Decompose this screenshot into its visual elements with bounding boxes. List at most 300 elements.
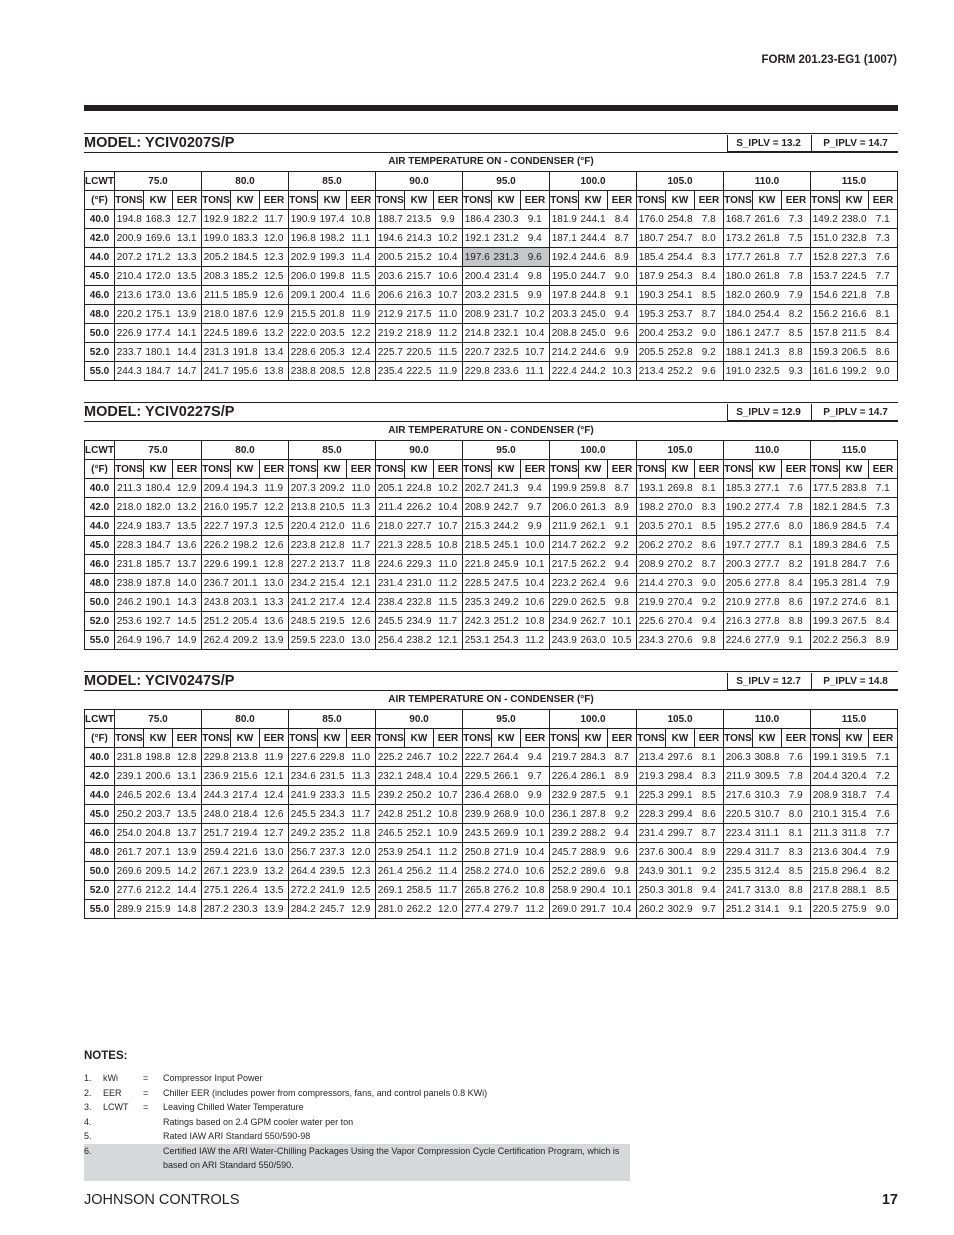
note-term: LCWT: [103, 1102, 129, 1112]
table-cell: 10.5: [608, 631, 637, 650]
p-iplv: P_IPLV = 14.8: [811, 673, 899, 690]
table-cell: 12.8: [347, 362, 376, 381]
table-cell: 185.4: [637, 248, 666, 267]
table-row: [85, 900, 898, 919]
table-cell: 229.6: [202, 555, 231, 574]
lcwt-value: 44.0: [85, 248, 115, 267]
lcwt-value: 42.0: [85, 229, 115, 248]
performance-table: [84, 709, 898, 919]
table-cell: 11.7: [434, 881, 463, 900]
table-cell: 8.7: [608, 479, 637, 498]
table-cell: 12.0: [347, 843, 376, 862]
lcwt-value: 50.0: [85, 593, 115, 612]
air-temp-header: 75.0: [115, 710, 202, 729]
table-cell: 10.7: [434, 286, 463, 305]
column-header: TONS: [289, 729, 318, 748]
table-cell: 7.8: [869, 286, 898, 305]
notes: [84, 1050, 630, 1181]
table-cell: 9.9: [521, 786, 550, 805]
table-cell: 12.5: [260, 517, 289, 536]
table-cell: 8.3: [782, 843, 811, 862]
unit-header-row: [85, 191, 898, 210]
table-cell: 234.3: [637, 631, 666, 650]
column-header: EER: [347, 460, 376, 479]
table-cell: 274.0: [492, 862, 521, 881]
column-header: TONS: [724, 729, 753, 748]
table-cell: 10.2: [434, 479, 463, 498]
table-cell: 13.5: [173, 267, 202, 286]
table-cell: 14.0: [173, 574, 202, 593]
column-header: TONS: [550, 729, 579, 748]
air-temp-header: 85.0: [289, 172, 376, 191]
air-temp-header: 110.0: [724, 172, 811, 191]
table-cell: 207.2: [115, 248, 144, 267]
table-cell: 254.7: [666, 229, 695, 248]
table-cell: 203.7: [144, 805, 173, 824]
table-cell: 189.6: [231, 324, 260, 343]
lcwt-unit: (°F): [85, 191, 115, 210]
table-cell: 314.1: [753, 900, 782, 919]
table-cell: 204.8: [144, 824, 173, 843]
table-cell: 12.9: [347, 900, 376, 919]
table-cell: 195.3: [811, 574, 840, 593]
table-cell: 226.4: [231, 881, 260, 900]
table-cell: 9.4: [521, 748, 550, 767]
table-cell: 261.8: [753, 229, 782, 248]
table-cell: 251.7: [202, 824, 231, 843]
note-description: Ratings based on 2.4 GPM cooler water per ton: [163, 1116, 354, 1127]
table-cell: 183.7: [144, 517, 173, 536]
table-cell: 192.7: [144, 612, 173, 631]
table-cell: 284.6: [840, 536, 869, 555]
table-cell: 206.0: [289, 267, 318, 286]
table-cell: 151.0: [811, 229, 840, 248]
table-cell: 186.1: [724, 324, 753, 343]
table-cell: 219.9: [637, 593, 666, 612]
table-cell: 8.6: [869, 343, 898, 362]
table-cell: 8.1: [782, 536, 811, 555]
table-cell: 275.9: [840, 900, 869, 919]
table-cell: 13.9: [260, 900, 289, 919]
column-header: TONS: [724, 191, 753, 210]
table-cell: 9.0: [869, 900, 898, 919]
column-header: TONS: [376, 729, 405, 748]
table-cell: 277.4: [463, 900, 492, 919]
table-cell: 7.8: [695, 210, 724, 229]
temp-header-row: [85, 441, 898, 460]
table-cell: 8.0: [695, 229, 724, 248]
table-cell: 236.7: [202, 574, 231, 593]
table-cell: 13.6: [260, 612, 289, 631]
table-row: [85, 267, 898, 286]
table-cell: 177.4: [144, 324, 173, 343]
note-item: [84, 1071, 630, 1086]
table-cell: 235.2: [318, 824, 347, 843]
table-cell: 253.9: [376, 843, 405, 862]
air-temp-header: 85.0: [289, 710, 376, 729]
table-row: [85, 881, 898, 900]
table-cell: 235.3: [463, 593, 492, 612]
table-cell: 284.5: [840, 517, 869, 536]
table-cell: 246.5: [376, 824, 405, 843]
table-cell: 11.0: [347, 479, 376, 498]
table-cell: 8.4: [869, 324, 898, 343]
note-equals: =: [143, 1102, 149, 1112]
table-cell: 13.0: [260, 574, 289, 593]
table-cell: 13.2: [173, 498, 202, 517]
table-cell: 12.4: [347, 343, 376, 362]
table-cell: 182.0: [724, 286, 753, 305]
column-header: TONS: [115, 191, 144, 210]
table-cell: 301.8: [666, 881, 695, 900]
table-row: [85, 786, 898, 805]
table-cell: 220.7: [463, 343, 492, 362]
table-cell: 11.2: [521, 900, 550, 919]
table-cell: 207.3: [289, 479, 318, 498]
table-cell: 10.1: [521, 824, 550, 843]
table-cell: 191.8: [231, 343, 260, 362]
table-cell: 260.9: [753, 286, 782, 305]
table-cell: 184.0: [724, 305, 753, 324]
table-cell: 252.1: [405, 824, 434, 843]
table-cell: 247.7: [753, 324, 782, 343]
column-header: TONS: [724, 460, 753, 479]
table-cell: 13.2: [260, 324, 289, 343]
table-cell: 315.4: [840, 805, 869, 824]
table-cell: 223.9: [231, 862, 260, 881]
table-cell: 237.3: [318, 843, 347, 862]
table-cell: 13.6: [173, 286, 202, 305]
table-cell: 299.4: [666, 805, 695, 824]
table-cell: 183.3: [231, 229, 260, 248]
table-cell: 243.9: [637, 862, 666, 881]
table-cell: 234.2: [289, 574, 318, 593]
table-cell: 245.7: [318, 900, 347, 919]
table-cell: 209.4: [202, 479, 231, 498]
table-cell: 210.5: [318, 498, 347, 517]
table-cell: 232.8: [840, 229, 869, 248]
table-cell: 253.7: [666, 305, 695, 324]
form-number: FORM 201.23-EG1 (1007): [761, 54, 897, 66]
table-cell: 210.4: [115, 267, 144, 286]
table-row: [85, 305, 898, 324]
table-cell: 209.2: [318, 479, 347, 498]
air-temp-header: 115.0: [811, 441, 898, 460]
air-temp-header: 85.0: [289, 441, 376, 460]
table-cell: 10.7: [434, 786, 463, 805]
table-cell: 308.8: [753, 748, 782, 767]
air-temp-header: 115.0: [811, 710, 898, 729]
table-cell: 8.3: [695, 498, 724, 517]
lcwt-value: 40.0: [85, 479, 115, 498]
column-header: EER: [695, 460, 724, 479]
table-cell: 11.1: [347, 229, 376, 248]
table-cell: 249.2: [492, 593, 521, 612]
table-cell: 216.3: [405, 286, 434, 305]
table-cell: 227.7: [405, 517, 434, 536]
note-number: 5.: [84, 1131, 92, 1141]
table-cell: 9.6: [608, 324, 637, 343]
table-cell: 231.5: [318, 767, 347, 786]
table-cell: 9.4: [695, 881, 724, 900]
table-cell: 8.7: [695, 555, 724, 574]
table-cell: 276.2: [492, 881, 521, 900]
table-cell: 215.5: [289, 305, 318, 324]
iplv-underline: [727, 151, 898, 152]
table-cell: 231.5: [492, 286, 521, 305]
table-cell: 202.6: [144, 786, 173, 805]
table-cell: 226.2: [202, 536, 231, 555]
table-cell: 206.3: [724, 748, 753, 767]
table-cell: 194.3: [231, 479, 260, 498]
table-cell: 200.9: [115, 229, 144, 248]
table-cell: 262.4: [579, 574, 608, 593]
lcwt-value: 45.0: [85, 536, 115, 555]
table-cell: 7.4: [869, 786, 898, 805]
table-cell: 270.1: [666, 517, 695, 536]
table-cell: 187.9: [637, 267, 666, 286]
table-row: [85, 210, 898, 229]
table-cell: 269.0: [550, 900, 579, 919]
table-cell: 10.8: [347, 210, 376, 229]
column-header: EER: [434, 729, 463, 748]
table-cell: 225.7: [376, 343, 405, 362]
table-cell: 7.6: [869, 805, 898, 824]
table-cell: 180.4: [144, 479, 173, 498]
column-header: KW: [579, 191, 608, 210]
p-iplv: P_IPLV = 14.7: [811, 135, 899, 152]
table-cell: 9.1: [782, 631, 811, 650]
table-cell: 12.5: [260, 267, 289, 286]
table-cell: 208.3: [202, 267, 231, 286]
table-cell: 195.2: [724, 517, 753, 536]
table-cell: 284.7: [840, 555, 869, 574]
table-row: [85, 862, 898, 881]
table-cell: 313.0: [753, 881, 782, 900]
table-cell: 185.7: [144, 555, 173, 574]
column-header: TONS: [637, 729, 666, 748]
table-cell: 232.1: [492, 324, 521, 343]
air-temp-header: 95.0: [463, 441, 550, 460]
table-cell: 173.0: [144, 286, 173, 305]
table-cell: 9.4: [608, 305, 637, 324]
table-cell: 256.4: [376, 631, 405, 650]
table-cell: 11.0: [434, 305, 463, 324]
column-header: EER: [782, 191, 811, 210]
table-cell: 8.3: [695, 767, 724, 786]
air-temp-header: 100.0: [550, 710, 637, 729]
table-cell: 11.7: [434, 612, 463, 631]
notes-list: [84, 1071, 630, 1181]
table-cell: 9.9: [521, 286, 550, 305]
table-cell: 190.9: [289, 210, 318, 229]
table-cell: 12.7: [260, 824, 289, 843]
table-cell: 236.9: [202, 767, 231, 786]
table-cell: 202.7: [463, 479, 492, 498]
table-cell: 8.9: [608, 767, 637, 786]
note-description: Chiller EER (includes power from compressors, fans, and control panels 0.8 KWi): [163, 1087, 488, 1098]
table-cell: 8.8: [782, 612, 811, 631]
table-cell: 284.5: [840, 498, 869, 517]
table-cell: 10.4: [521, 574, 550, 593]
table-cell: 222.7: [463, 748, 492, 767]
lcwt-value: 44.0: [85, 786, 115, 805]
table-cell: 12.2: [260, 498, 289, 517]
note-description: Compressor Input Power: [163, 1073, 263, 1083]
table-cell: 277.8: [753, 612, 782, 631]
table-row: [85, 479, 898, 498]
note-equals: =: [143, 1073, 149, 1083]
table-cell: 244.7: [579, 267, 608, 286]
table-cell: 7.4: [869, 517, 898, 536]
table-cell: 12.1: [260, 767, 289, 786]
lcwt-value: 55.0: [85, 631, 115, 650]
table-cell: 270.6: [666, 631, 695, 650]
table-cell: 173.2: [724, 229, 753, 248]
table-cell: 217.4: [231, 786, 260, 805]
table-cell: 8.4: [695, 267, 724, 286]
air-temp-header: 75.0: [115, 172, 202, 191]
table-cell: 11.8: [347, 824, 376, 843]
table-cell: 215.6: [231, 767, 260, 786]
table-cell: 214.2: [550, 343, 579, 362]
table-cell: 311.8: [840, 824, 869, 843]
column-header: TONS: [202, 729, 231, 748]
table-cell: 213.7: [318, 555, 347, 574]
lcwt-value: 55.0: [85, 362, 115, 381]
table-row: [85, 248, 898, 267]
table-cell: 241.2: [289, 593, 318, 612]
table-row: [85, 536, 898, 555]
table-cell: 208.9: [463, 305, 492, 324]
table-cell: 312.4: [753, 862, 782, 881]
table-cell: 229.5: [463, 767, 492, 786]
table-cell: 245.0: [579, 305, 608, 324]
table-cell: 288.2: [579, 824, 608, 843]
table-cell: 7.1: [869, 748, 898, 767]
table-cell: 261.4: [376, 862, 405, 881]
table-cell: 244.1: [579, 210, 608, 229]
table-cell: 223.4: [724, 824, 753, 843]
lcwt-value: 48.0: [85, 305, 115, 324]
note-description: Rated IAW ARI Standard 550/590-98: [163, 1131, 311, 1141]
table-cell: 11.9: [260, 748, 289, 767]
table-cell: 261.3: [579, 498, 608, 517]
table-cell: 244.3: [202, 786, 231, 805]
column-header: KW: [231, 191, 260, 210]
table-cell: 232.5: [753, 362, 782, 381]
column-header: EER: [260, 729, 289, 748]
table-cell: 199.9: [550, 479, 579, 498]
table-cell: 221.8: [463, 555, 492, 574]
table-cell: 244.4: [579, 229, 608, 248]
table-cell: 247.5: [492, 574, 521, 593]
table-cell: 266.1: [492, 767, 521, 786]
table-cell: 11.6: [347, 286, 376, 305]
table-cell: 243.9: [550, 631, 579, 650]
table-cell: 214.8: [463, 324, 492, 343]
table-cell: 11.2: [434, 574, 463, 593]
table-cell: 9.7: [521, 498, 550, 517]
table-cell: 168.3: [144, 210, 173, 229]
table-cell: 299.1: [666, 786, 695, 805]
table-cell: 258.2: [463, 862, 492, 881]
table-cell: 264.9: [115, 631, 144, 650]
table-cell: 223.2: [550, 574, 579, 593]
table-cell: 233.7: [115, 343, 144, 362]
table-cell: 159.3: [811, 343, 840, 362]
table-cell: 9.3: [782, 362, 811, 381]
table-cell: 229.8: [463, 362, 492, 381]
table-cell: 197.4: [318, 210, 347, 229]
table-row: [85, 767, 898, 786]
table-cell: 228.6: [289, 343, 318, 362]
table-cell: 210.9: [724, 593, 753, 612]
lcwt-value: 42.0: [85, 498, 115, 517]
table-cell: 9.8: [695, 631, 724, 650]
table-cell: 10.8: [434, 536, 463, 555]
table-cell: 11.5: [434, 593, 463, 612]
table-cell: 245.7: [550, 843, 579, 862]
table-cell: 251.2: [724, 900, 753, 919]
lcwt-value: 42.0: [85, 767, 115, 786]
table-cell: 200.3: [724, 555, 753, 574]
page-number: 17: [881, 1192, 898, 1208]
table-cell: 241.7: [724, 881, 753, 900]
table-cell: 254.3: [492, 631, 521, 650]
table-cell: 203.6: [376, 267, 405, 286]
table-cell: 270.2: [666, 555, 695, 574]
table-cell: 234.3: [318, 805, 347, 824]
table-cell: 9.4: [521, 479, 550, 498]
p-iplv: P_IPLV = 14.7: [811, 404, 899, 421]
table-cell: 262.5: [579, 593, 608, 612]
lcwt-unit: (°F): [85, 729, 115, 748]
column-header: KW: [753, 460, 782, 479]
footer-company: JOHNSON CONTROLS: [84, 1192, 240, 1208]
table-cell: 224.5: [202, 324, 231, 343]
table-cell: 12.3: [260, 248, 289, 267]
table-cell: 272.2: [289, 881, 318, 900]
table-cell: 201.1: [231, 574, 260, 593]
temp-header-row: [85, 172, 898, 191]
table-cell: 212.2: [144, 881, 173, 900]
table-cell: 253.2: [666, 324, 695, 343]
table-cell: 13.4: [173, 786, 202, 805]
model-header: [84, 671, 898, 690]
table-cell: 12.1: [347, 574, 376, 593]
table-cell: 219.2: [376, 324, 405, 343]
table-cell: 211.3: [115, 479, 144, 498]
table-row: [85, 574, 898, 593]
table-cell: 7.6: [869, 555, 898, 574]
table-cell: 261.8: [753, 248, 782, 267]
table-cell: 205.3: [318, 343, 347, 362]
table-cell: 8.4: [782, 574, 811, 593]
table-cell: 284.2: [289, 900, 318, 919]
column-header: TONS: [463, 729, 492, 748]
table-cell: 214.3: [405, 229, 434, 248]
table-cell: 8.5: [869, 881, 898, 900]
table-cell: 288.1: [840, 881, 869, 900]
column-header: EER: [608, 729, 637, 748]
table-cell: 248.5: [289, 612, 318, 631]
table-cell: 8.5: [782, 862, 811, 881]
lcwt-value: 45.0: [85, 267, 115, 286]
column-header: KW: [318, 729, 347, 748]
table-cell: 10.1: [608, 612, 637, 631]
table-cell: 228.3: [115, 536, 144, 555]
